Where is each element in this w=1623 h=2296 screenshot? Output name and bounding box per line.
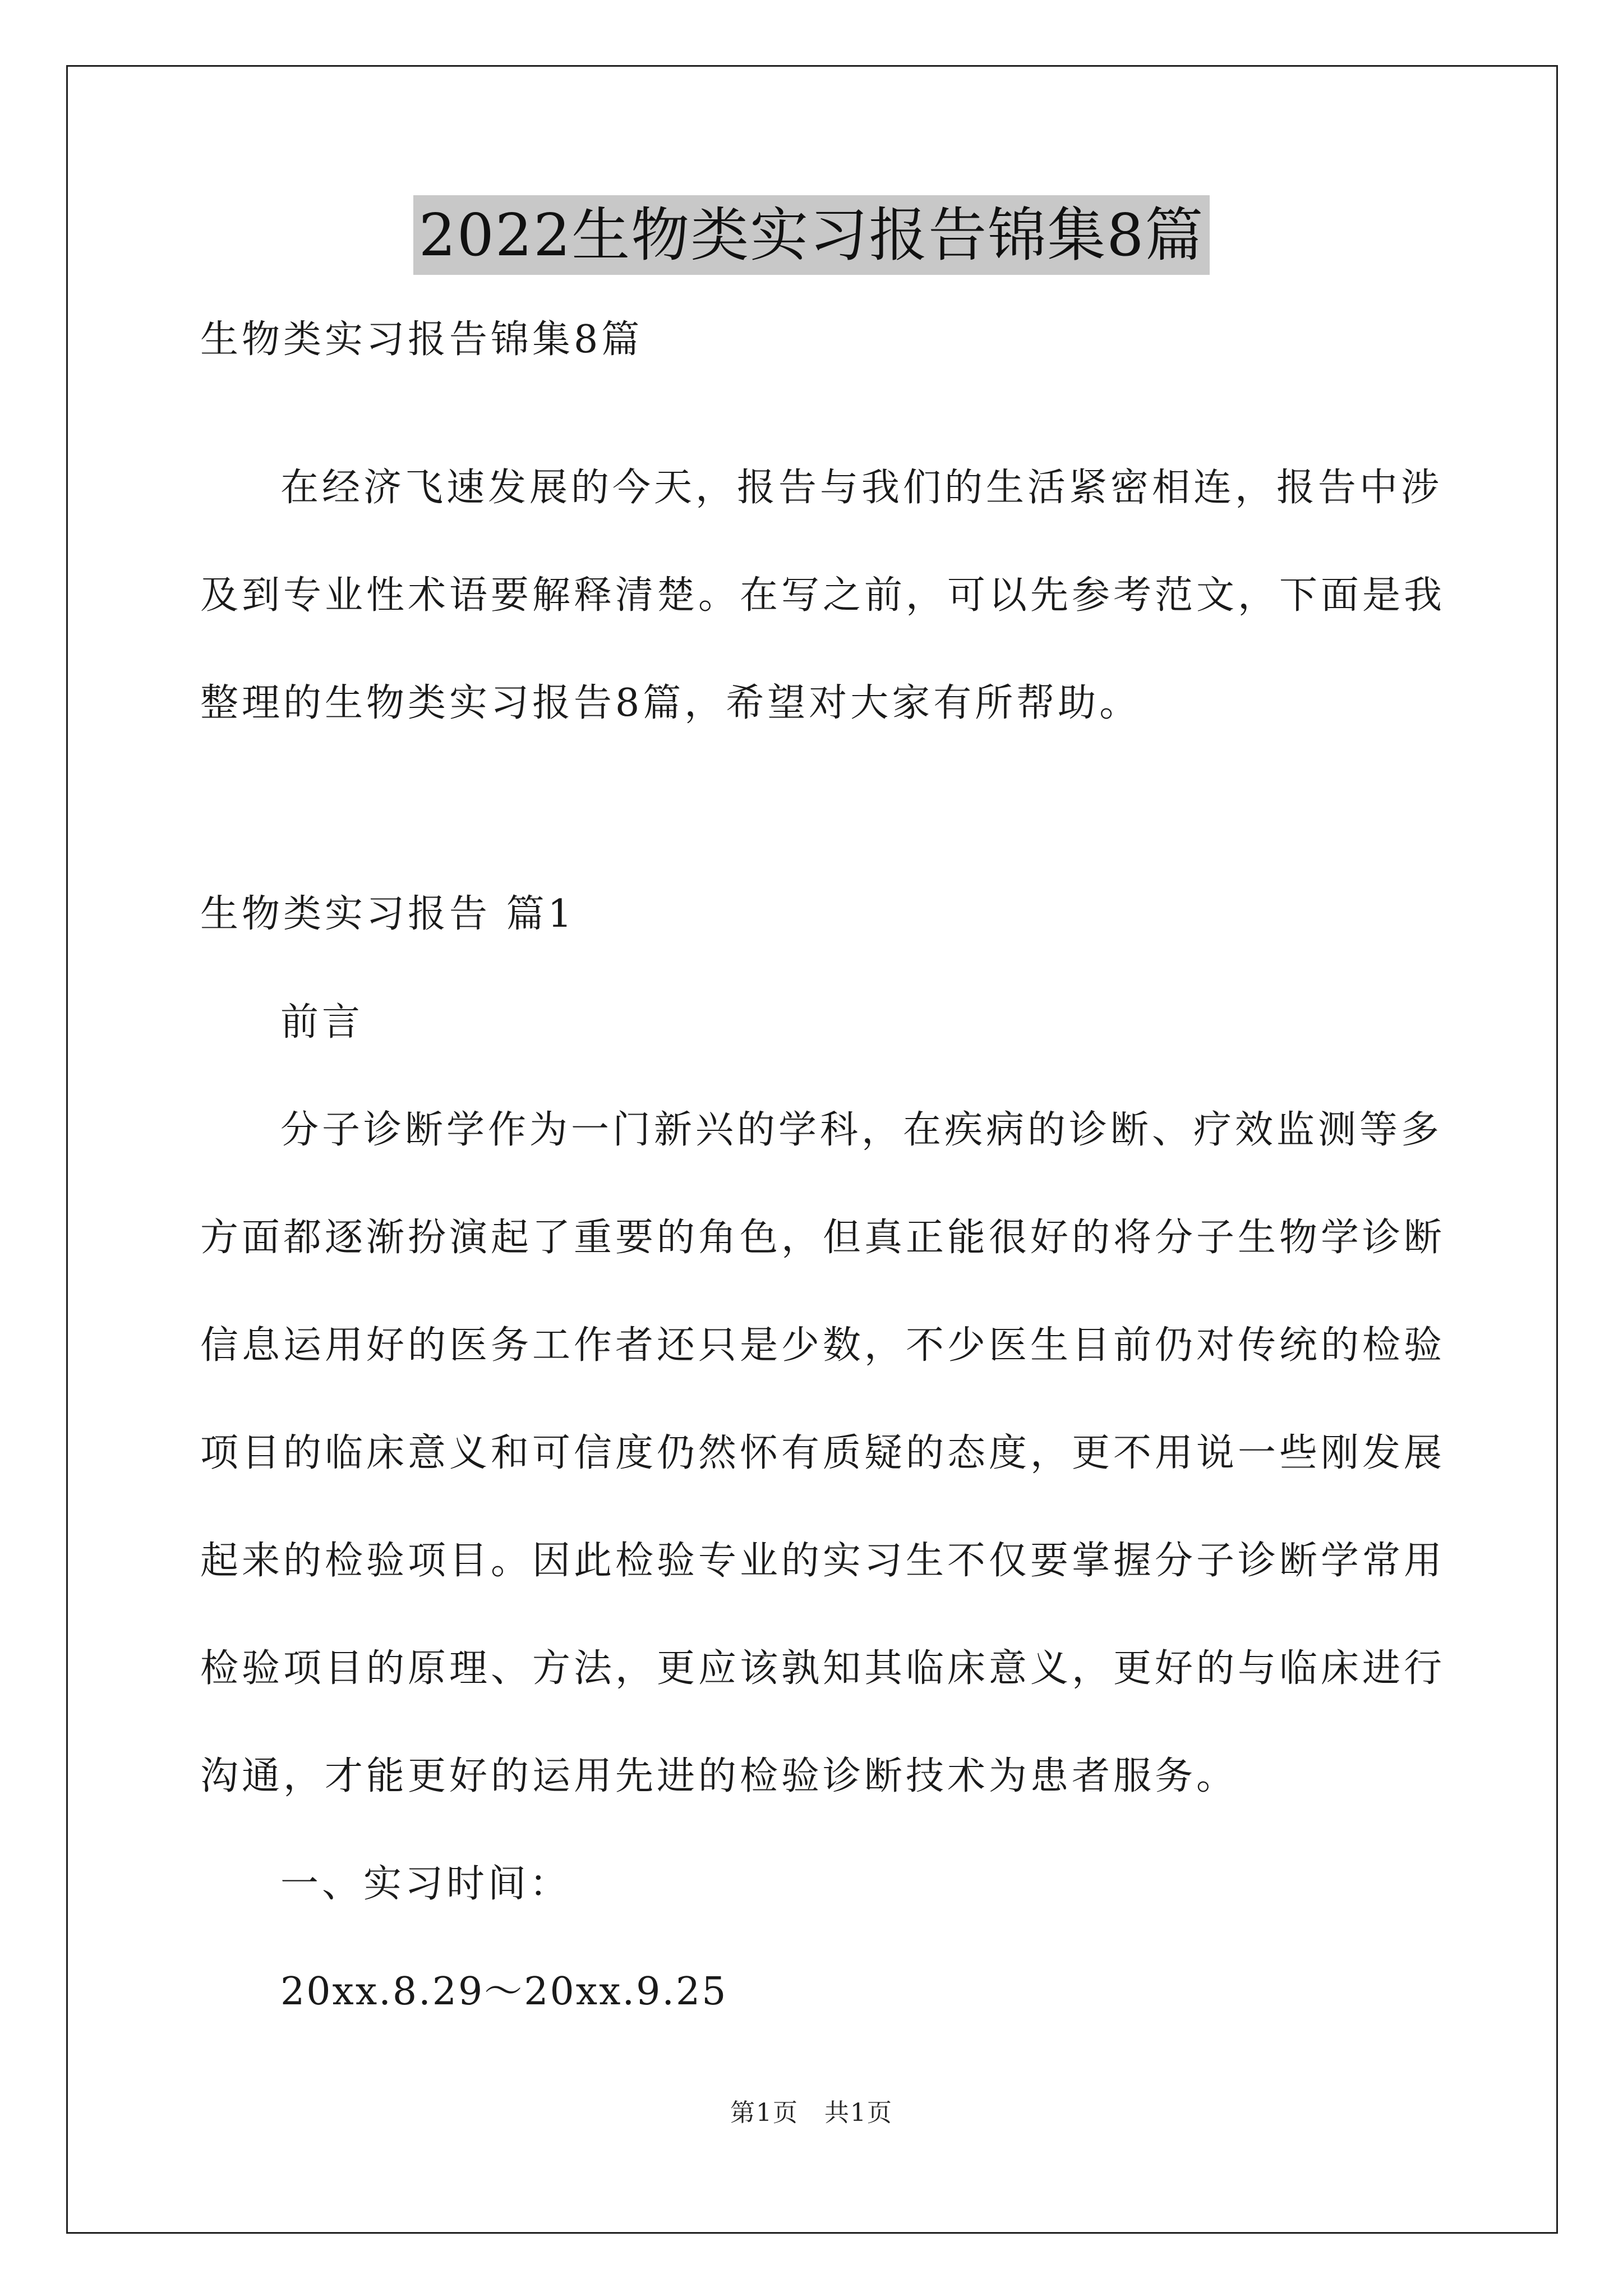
internship-time-heading: 一、实习时间： [280, 1862, 571, 1906]
preface-line-7: 沟通，才能更好的运用先进的检验诊断技术为患者服务。 [200, 1754, 1238, 1798]
title-container [0, 195, 1623, 275]
document-title: 2022生物类实习报告锦集8篇 [413, 195, 1210, 275]
preface-heading: 前言 [280, 1000, 364, 1045]
intro-line-3: 整理的生物类实习报告8篇，希望对大家有所帮助。 [200, 681, 1141, 725]
preface-line-4: 项目的临床意义和可信度仍然怀有质疑的态度，更不用说一些刚发展 [200, 1431, 1446, 1475]
preface-line-1: 分子诊断学作为一门新兴的学科，在疾病的诊断、疗效监测等多 [280, 1108, 1443, 1152]
intro-line-2: 及到专业性术语要解释清楚。在写之前，可以先参考范文，下面是我 [200, 573, 1446, 618]
preface-line-5: 起来的检验项目。因此检验专业的实习生不仅要掌握分子诊断学常用 [200, 1539, 1446, 1583]
preface-line-2: 方面都逐渐扮演起了重要的角色，但真正能很好的将分子生物学诊断 [200, 1216, 1446, 1260]
internship-time-value: 20xx.8.29～20xx.9.25 [280, 1970, 728, 2014]
subtitle: 生物类实习报告锦集8篇 [200, 318, 643, 362]
preface-line-6: 检验项目的原理、方法，更应该孰知其临床意义，更好的与临床进行 [200, 1646, 1446, 1691]
intro-line-1: 在经济飞速发展的今天，报告与我们的生活紧密相连，报告中涉 [280, 466, 1443, 510]
page-footer: 第1页 共1页 [730, 2099, 893, 2127]
section-heading: 生物类实习报告 篇1 [200, 892, 575, 936]
preface-line-3: 信息运用好的医务工作者还只是少数，不少医生目前仍对传统的检验 [200, 1323, 1446, 1368]
